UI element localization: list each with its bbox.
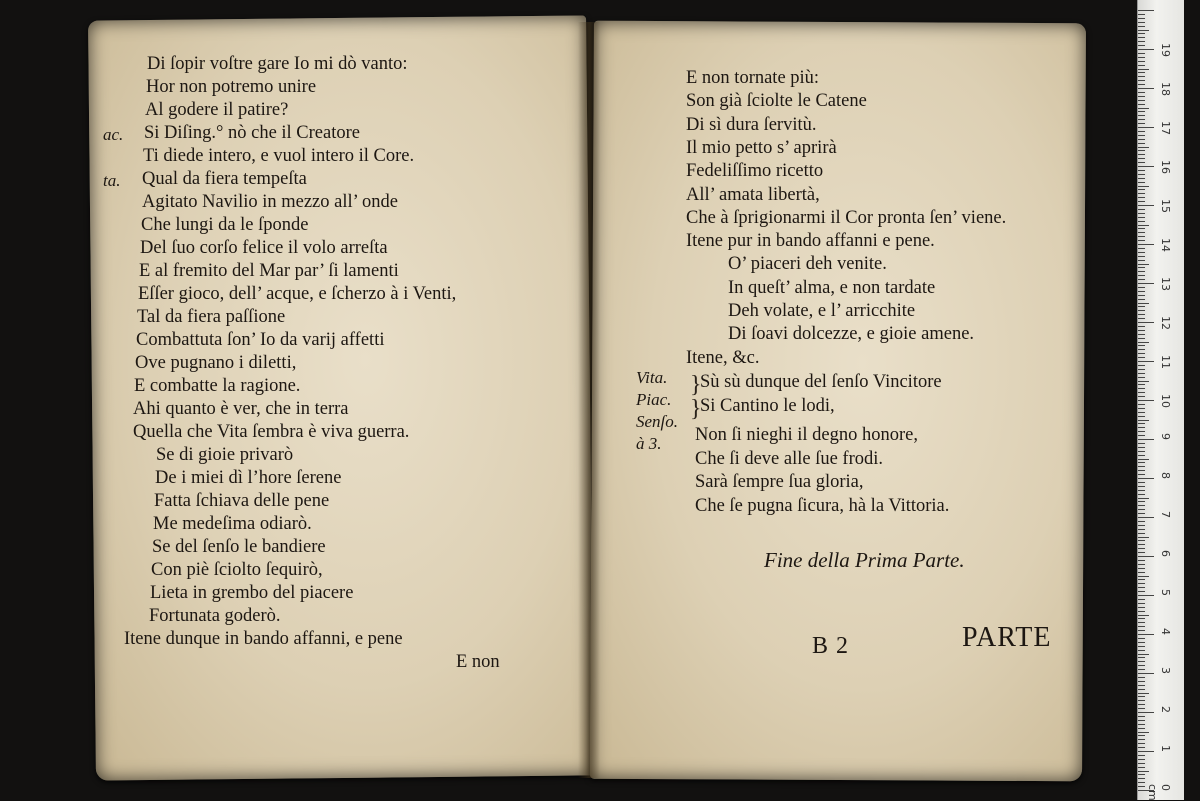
ruler-tick (1138, 517, 1154, 518)
ruler-tick (1138, 365, 1145, 366)
ruler-tick (1138, 264, 1149, 265)
ruler-tick (1138, 618, 1145, 619)
ruler-number: 2 (1159, 706, 1172, 713)
ruler-tick (1138, 646, 1145, 647)
right-text-line: Itene pur in bando affanni e pene. (686, 231, 935, 252)
ruler-tick (1138, 700, 1145, 701)
ruler-tick (1138, 673, 1154, 674)
ruler-tick (1138, 412, 1145, 413)
ruler-tick (1138, 560, 1145, 561)
ruler-tick (1138, 459, 1149, 460)
ruler-tick (1138, 154, 1145, 155)
left-text-line: Al godere il patire? (145, 100, 289, 120)
ruler-tick (1138, 76, 1145, 77)
ruler-tick (1138, 271, 1145, 272)
left-text-line: Combattuta ſon’ Io da varij affetti (136, 330, 385, 350)
ruler-tick (1138, 14, 1145, 15)
ruler-tick (1138, 669, 1145, 670)
ruler-tick (1138, 759, 1145, 760)
ruler-tick (1138, 611, 1145, 612)
ruler-tick (1138, 568, 1145, 569)
ruler-tick (1138, 622, 1145, 623)
left-text-line: Se di gioie privarò (156, 445, 294, 465)
ruler-tick (1138, 150, 1145, 151)
ruler-tick (1138, 240, 1145, 241)
ruler-tick (1138, 275, 1145, 276)
ruler-tick (1138, 556, 1154, 557)
ruler-number: 12 (1159, 316, 1172, 330)
ruler-tick (1138, 322, 1154, 323)
trio-text-line: Sarà ſempre ſua gloria, (695, 472, 864, 492)
ruler-tick (1138, 774, 1145, 775)
ruler-tick (1138, 638, 1145, 639)
right-text-line: Son già ſciolte le Catene (686, 91, 867, 112)
ruler-tick (1138, 626, 1145, 627)
margin-speaker-label: ac. (103, 125, 124, 144)
left-text-line: Con piè ſciolto ſequirò, (151, 560, 323, 580)
left-text-line: Eſſer gioco, dell’ acque, e ſcherzo à i Venti, (138, 284, 457, 304)
ruler-tick (1138, 603, 1145, 604)
ruler-tick (1138, 771, 1149, 772)
ruler-tick (1138, 661, 1145, 662)
ruler-tick (1138, 478, 1154, 479)
ruler-tick (1138, 630, 1145, 631)
left-text-line: Hor non potremo unire (146, 77, 317, 97)
ruler-tick (1138, 252, 1145, 253)
ruler-tick (1138, 689, 1145, 690)
ruler-tick (1138, 462, 1145, 463)
measurement-ruler (1137, 0, 1184, 800)
ruler-tick (1138, 92, 1145, 93)
ruler-tick (1138, 57, 1145, 58)
ruler-tick (1138, 696, 1145, 697)
ruler-tick (1138, 291, 1145, 292)
left-text-line: E al fremito del Mar par’ ſi lamenti (139, 261, 399, 281)
margin-speaker-label: ta. (103, 171, 121, 190)
ruler-number: 10 (1159, 394, 1172, 408)
ruler-tick (1138, 716, 1145, 717)
ruler-tick (1138, 186, 1149, 187)
speaker-brace-top: } (690, 372, 702, 398)
ruler-tick (1138, 501, 1145, 502)
ruler-tick (1138, 576, 1149, 577)
left-text-line: Qual da fiera tempeſta (142, 169, 307, 189)
ruler-tick (1138, 256, 1145, 257)
ruler-number: 11 (1159, 355, 1172, 369)
ruler-tick (1138, 427, 1145, 428)
trio-text-line: Si Cantino le lodi, (700, 395, 835, 416)
ruler-number: 18 (1159, 82, 1172, 96)
ruler-tick (1138, 201, 1145, 202)
ruler-tick (1138, 361, 1154, 362)
ruler-tick (1138, 279, 1145, 280)
ruler-number: 0 cm (1146, 784, 1172, 801)
left-text-line: Me medeſima odiarò. (153, 514, 312, 534)
ruler-number: 14 (1159, 238, 1172, 252)
ruler-tick (1138, 416, 1145, 417)
ruler-tick (1138, 349, 1145, 350)
ruler-tick (1138, 189, 1145, 190)
ruler-tick (1138, 451, 1145, 452)
trio-text-line: Sù sù dunque del ſenſo Vincitore (700, 372, 942, 392)
ruler-tick (1138, 338, 1145, 339)
ruler-tick (1138, 474, 1145, 475)
ruler-tick (1138, 147, 1149, 148)
ruler-tick (1138, 392, 1145, 393)
ruler-tick (1138, 248, 1145, 249)
ruler-tick (1138, 236, 1145, 237)
ruler-tick (1138, 782, 1145, 783)
ruler-tick (1138, 552, 1145, 553)
ruler-number: 13 (1159, 277, 1172, 291)
ruler-tick (1138, 786, 1145, 787)
ruler-tick (1138, 486, 1145, 487)
signature-mark: B 2 (812, 633, 850, 659)
ruler-tick (1138, 314, 1145, 315)
ruler-tick (1138, 767, 1145, 768)
ruler-tick (1138, 303, 1149, 304)
ruler-tick (1138, 423, 1145, 424)
trio-text-line: Che ſi deve alle ſue frodi. (695, 448, 884, 469)
ruler-number: 17 (1159, 121, 1172, 135)
left-text-line: Lieta in grembo del piacere (150, 583, 354, 603)
ruler-tick (1138, 509, 1145, 510)
ruler-tick (1138, 525, 1145, 526)
ruler-tick (1138, 232, 1145, 233)
ruler-tick (1138, 65, 1145, 66)
right-catchword: PARTE (962, 622, 1052, 653)
ruler-tick (1138, 135, 1145, 136)
ruler-tick (1138, 53, 1145, 54)
left-text-line: Di ſopir voſtre gare Io mi dò vanto: (147, 54, 408, 74)
end-of-part-line: Fine della Prima Parte. (764, 548, 965, 572)
ruler-tick (1138, 326, 1145, 327)
ruler-number: 3 (1159, 667, 1172, 674)
ruler-tick (1138, 72, 1145, 73)
ruler-tick (1138, 751, 1154, 752)
left-text-line: E combatte la ragione. (134, 376, 301, 396)
ruler-tick (1138, 404, 1145, 405)
ruler-tick (1138, 139, 1145, 140)
trio-text-line: Non ſi nieghi il degno honore, (695, 425, 918, 445)
ruler-tick (1138, 221, 1145, 222)
ruler-tick (1138, 342, 1149, 343)
ruler-tick (1138, 96, 1145, 97)
ruler-tick (1138, 505, 1145, 506)
ruler-tick (1138, 61, 1145, 62)
ruler-tick (1138, 494, 1145, 495)
trio-text-line: Che ſe pugna ſicura, hà la Vittoria. (695, 495, 950, 516)
ruler-tick (1138, 299, 1145, 300)
ruler-tick (1138, 357, 1145, 358)
ruler-tick (1138, 377, 1145, 378)
ruler-tick (1138, 420, 1149, 421)
ruler-tick (1138, 396, 1145, 397)
ruler-tick (1138, 681, 1145, 682)
ruler-tick (1138, 728, 1145, 729)
ruler-tick (1138, 470, 1145, 471)
ruler-tick (1138, 548, 1145, 549)
ruler-tick (1138, 69, 1149, 70)
ruler-tick (1138, 443, 1145, 444)
ruler-tick (1138, 88, 1154, 89)
ruler-tick (1138, 490, 1145, 491)
ruler-tick (1138, 283, 1154, 284)
ruler-tick (1138, 295, 1145, 296)
ruler-tick (1138, 540, 1145, 541)
left-text-line: De i miei dì l’hore ſerene (155, 468, 342, 488)
ruler-tick (1138, 193, 1145, 194)
ruler-tick (1138, 306, 1145, 307)
ruler-tick (1138, 665, 1145, 666)
right-text-line: All’ amata libertà, (686, 184, 820, 205)
ruler-tick (1138, 84, 1145, 85)
ruler-tick (1138, 693, 1149, 694)
left-text-line: Agitato Navilio in mezzo all’ onde (142, 192, 399, 212)
ruler-number: 5 (1159, 589, 1172, 596)
ruler-tick (1138, 104, 1145, 105)
ruler-tick (1138, 732, 1149, 733)
ruler-tick (1138, 615, 1149, 616)
ruler-tick (1138, 650, 1145, 651)
ruler-tick (1138, 108, 1149, 109)
ruler-tick (1138, 369, 1145, 370)
ruler-tick (1138, 755, 1145, 756)
left-text-line: Itene dunque in bando affanni, e pene (124, 629, 403, 649)
ruler-tick (1138, 498, 1149, 499)
ruler-tick (1138, 228, 1145, 229)
ruler-tick (1138, 41, 1145, 42)
left-text-line: Fortunata goderò. (149, 606, 281, 626)
ruler-tick (1138, 123, 1145, 124)
ruler-tick (1138, 310, 1145, 311)
ruler-tick (1138, 388, 1145, 389)
ruler-tick (1138, 197, 1145, 198)
right-text-line: Deh volate, e l’ arricchite (728, 301, 916, 321)
ruler-tick (1138, 182, 1145, 183)
ruler-tick (1138, 10, 1154, 11)
ruler-tick (1138, 599, 1145, 600)
ruler-tick (1138, 466, 1145, 467)
ruler-tick (1138, 131, 1145, 132)
ruler-tick (1138, 49, 1154, 50)
ruler-tick (1138, 724, 1145, 725)
ruler-tick (1138, 225, 1149, 226)
left-text-line: Fatta ſchiava delle pene (154, 491, 330, 511)
ruler-tick (1138, 607, 1145, 608)
ruler-tick (1138, 33, 1145, 34)
right-text-line: Itene, &c. (686, 347, 760, 368)
ruler-tick (1138, 564, 1145, 565)
right-text-line: E non tornate più: (686, 68, 820, 88)
ruler-tick (1138, 587, 1145, 588)
left-text-line: Ahi quanto è ver, che in terra (133, 399, 349, 419)
ruler-tick (1138, 244, 1154, 245)
ruler-tick (1138, 747, 1145, 748)
ruler-tick (1138, 634, 1154, 635)
ruler-tick (1138, 529, 1145, 530)
ruler-tick (1138, 170, 1145, 171)
ruler-tick (1138, 591, 1145, 592)
left-text-line: Se del ſenſo le bandiere (152, 537, 326, 557)
ruler-tick (1138, 708, 1145, 709)
ruler-tick (1138, 595, 1154, 596)
ruler-tick (1138, 482, 1145, 483)
left-text-line: Del ſuo corſo felice il volo arreſta (140, 238, 388, 258)
right-text-line: Di ſoavi dolcezze, e gioie amene. (728, 324, 975, 345)
ruler-tick (1138, 439, 1154, 440)
ruler-number: 19 (1159, 43, 1172, 57)
ruler-number: 16 (1159, 160, 1172, 174)
ruler-tick (1138, 447, 1145, 448)
right-text-line: Fedeliſſimo ricetto (686, 161, 824, 182)
ruler-tick (1138, 685, 1145, 686)
ruler-tick (1138, 408, 1145, 409)
ruler-tick (1138, 381, 1149, 382)
ruler-tick (1138, 318, 1145, 319)
ruler-tick (1138, 657, 1145, 658)
ruler-tick (1138, 115, 1145, 116)
ruler-tick (1138, 330, 1145, 331)
ruler-tick (1138, 37, 1145, 38)
left-catchword: E non (456, 652, 500, 672)
left-text-line: Che lungi da le ſponde (141, 215, 309, 235)
ruler-tick (1138, 162, 1145, 163)
ruler-number: 4 (1159, 628, 1172, 635)
ruler-number: 6 (1159, 550, 1172, 557)
ruler-tick (1138, 205, 1154, 206)
left-text-line: Ti diede intero, e vuol intero il Core. (143, 146, 415, 166)
ruler-tick (1138, 345, 1145, 346)
ruler-tick (1138, 18, 1145, 19)
ruler-tick (1138, 267, 1145, 268)
ruler-tick (1138, 431, 1145, 432)
ruler-tick (1138, 209, 1145, 210)
speaker-brace-middle: } (690, 396, 702, 422)
ruler-number: 1 (1159, 745, 1172, 752)
ruler-tick (1138, 80, 1145, 81)
ruler-tick (1138, 642, 1145, 643)
ruler-tick (1138, 533, 1145, 534)
right-text-line: Che à ſprigionarmi il Cor pronta ſen’ viene. (686, 207, 1007, 228)
ruler-tick (1138, 119, 1145, 120)
ruler-tick (1138, 111, 1145, 112)
ruler-tick (1138, 579, 1145, 580)
ruler-number: 8 (1159, 472, 1172, 479)
ruler-tick (1138, 22, 1145, 23)
ruler-tick (1138, 287, 1145, 288)
trio-speaker-label: Senſo. (636, 412, 679, 431)
ruler-tick (1138, 373, 1145, 374)
ruler-tick (1138, 384, 1145, 385)
ruler-tick (1138, 739, 1145, 740)
ruler-tick (1138, 400, 1154, 401)
ruler-tick (1138, 217, 1145, 218)
right-text-line: O’ piaceri deh venite. (728, 254, 887, 275)
trio-speaker-label: Vita. (636, 368, 668, 387)
ruler-tick (1138, 704, 1145, 705)
ruler-tick (1138, 178, 1145, 179)
ruler-tick (1138, 334, 1145, 335)
ruler-tick (1138, 260, 1145, 261)
ruler-number: 7 (1159, 511, 1172, 518)
ruler-tick (1138, 763, 1145, 764)
ruler-tick (1138, 583, 1145, 584)
left-text-line: Ove pugnano i diletti, (135, 353, 297, 373)
trio-speaker-label: Piac. (636, 390, 672, 409)
ruler-tick (1138, 127, 1154, 128)
trio-speaker-label: à 3. (636, 434, 662, 453)
ruler-tick (1138, 572, 1145, 573)
ruler-number: 9 (1159, 433, 1172, 440)
ruler-tick (1138, 455, 1145, 456)
ruler-tick (1138, 45, 1145, 46)
ruler-tick (1138, 654, 1149, 655)
ruler-tick (1138, 513, 1145, 514)
ruler-tick (1138, 158, 1145, 159)
ruler-tick (1138, 353, 1145, 354)
ruler-tick (1138, 435, 1145, 436)
left-text-line: Si Diſing.° nò che il Creatore (144, 123, 360, 143)
left-text-line: Tal da fiera paſſione (137, 307, 286, 327)
ruler-tick (1138, 26, 1145, 27)
right-text-line: Di sì dura ſervitù. (686, 114, 817, 135)
right-text-line: Il mio petto s’ aprirà (686, 137, 837, 158)
ruler-tick (1138, 712, 1154, 713)
ruler-tick (1138, 100, 1145, 101)
ruler-tick (1138, 778, 1145, 779)
left-text-line: Quella che Vita ſembra è viva guerra. (133, 422, 410, 442)
ruler-tick (1138, 544, 1145, 545)
ruler-tick (1138, 537, 1149, 538)
right-text-line: In queſt’ alma, e non tardate (728, 277, 936, 298)
ruler-tick (1138, 174, 1145, 175)
ruler-tick (1138, 743, 1145, 744)
ruler-tick (1138, 720, 1145, 721)
ruler-number: 15 (1159, 199, 1172, 213)
ruler-tick (1138, 677, 1145, 678)
ruler-tick (1138, 735, 1145, 736)
ruler-tick (1138, 30, 1149, 31)
ruler-tick (1138, 213, 1145, 214)
ruler-tick (1138, 521, 1145, 522)
book-gutter (578, 22, 600, 778)
ruler-tick (1138, 166, 1154, 167)
ruler-tick (1138, 143, 1145, 144)
